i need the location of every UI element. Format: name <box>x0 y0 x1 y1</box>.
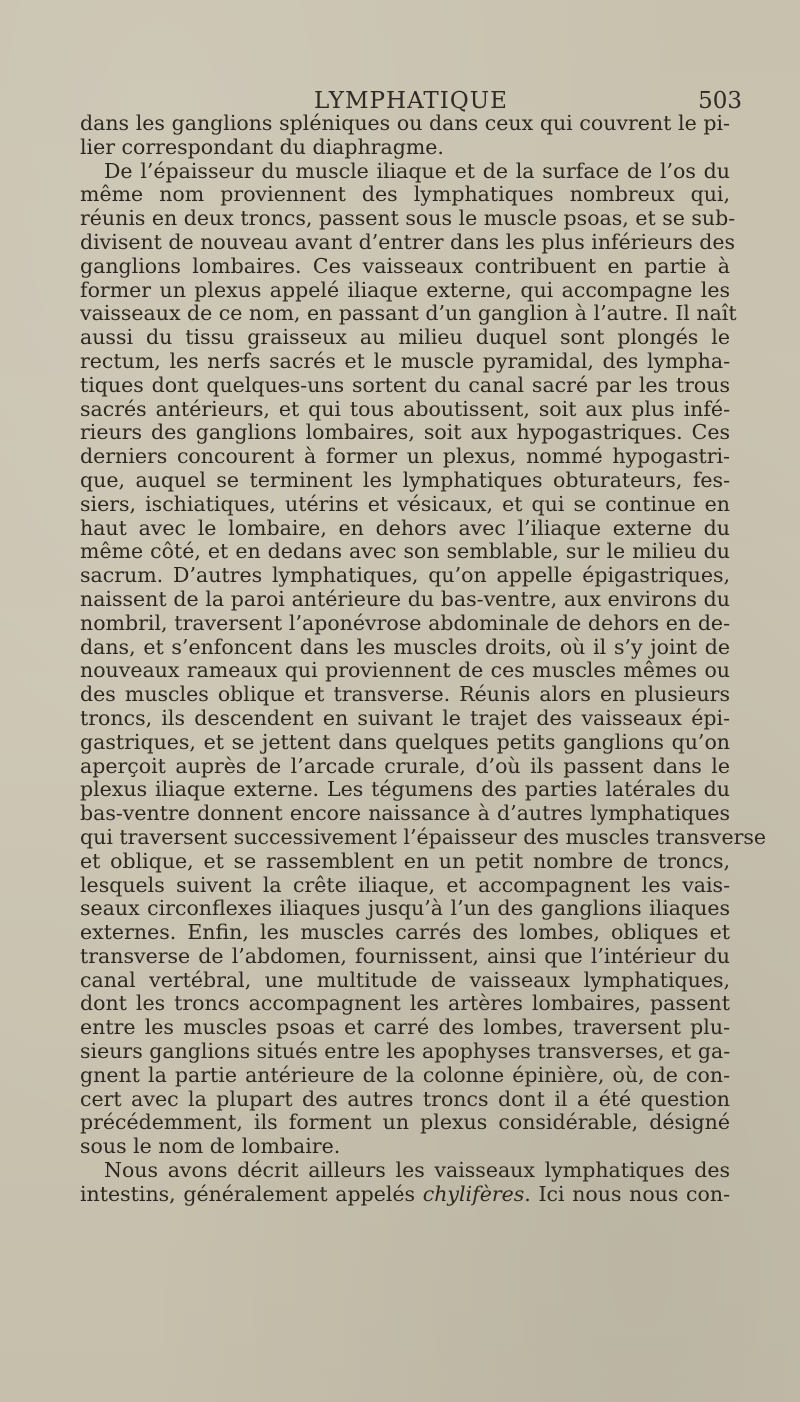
text-line: tiques dont quelques-uns sortent du canal sacré par les trous <box>80 372 730 397</box>
text-line: des muscles oblique et transverse. Réunis alors en plusieurs <box>80 682 730 707</box>
text-line: naissent de la paroi antérieure du bas-ventre, aux environs du <box>80 586 730 611</box>
text-line: nouveaux rameaux qui proviennent de ces muscles mêmes ou <box>80 658 730 683</box>
running-title: LYMPHATIQUE <box>314 88 508 114</box>
text-line: précédemment, ils forment un plexus considérable, désigné <box>80 1110 730 1135</box>
text-line: sacrés antérieurs, et qui tous aboutissent, soit aux plus infé- <box>80 396 730 421</box>
text-run: intestins, généralement appelés <box>80 1181 423 1206</box>
text-line: dont les troncs accompagnent les artères lombaires, passent <box>80 991 730 1016</box>
text-line: haut avec le lombaire, en dehors avec l’iliaque externe du <box>80 515 730 540</box>
body-text <box>80 111 767 1207</box>
text-line: que, auquel se terminent les lymphatiques obturateurs, fes- <box>80 467 730 492</box>
text-line: sous le nom de lombaire. <box>80 1134 341 1159</box>
text-line: plexus iliaque externe. Les tégumens des parties latérales du <box>80 777 730 802</box>
text-line: transverse de l’abdomen, fournissent, ainsi que l’intérieur du <box>80 943 730 968</box>
text-line: divisent de nouveau avant d’entrer dans les plus inférieurs des <box>80 229 736 254</box>
text-line: canal vertébral, une multitude de vaisseaux lymphatiques, <box>80 967 730 992</box>
text-run: . Ici nous nous con- <box>524 1181 730 1206</box>
text-line: qui traversent successivement l’épaisseur des muscles transverse <box>80 824 767 849</box>
text-line: rectum, les nerfs sacrés et le muscle pyramidal, des lympha- <box>80 348 730 373</box>
paragraph-start-line: Nous avons décrit ailleurs les vaisseaux lymphatiques des <box>104 1158 730 1183</box>
text-line: aussi du tissu graisseux au milieu duquel sont plongés le <box>80 325 730 350</box>
text-line: troncs, ils descendent en suivant le trajet des vaisseaux épi- <box>80 705 730 730</box>
text-line: vaisseaux de ce nom, en passant d’un ganglion à l’autre. Il naît <box>80 301 737 326</box>
text-line: même nom proviennent des lymphatiques nombreux qui, <box>80 182 730 207</box>
text-line: dans les ganglions spléniques ou dans ceux qui couvrent le pi- <box>80 111 730 135</box>
text-line: bas-ventre donnent encore naissance à d’autres lymphatiques <box>80 801 730 826</box>
text-line: derniers concourent à former un plexus, nommé hypogastri- <box>80 444 730 469</box>
text-line: rieurs des ganglions lombaires, soit aux hypogastriques. Ces <box>80 420 730 445</box>
text-line: lier correspondant du diaphragme. <box>80 134 444 159</box>
text-line: siers, ischiatiques, utérins et vésicaux, et qui se continue en <box>80 491 730 516</box>
page-number: 503 <box>698 88 742 114</box>
text-line: cert avec la plupart des autres troncs dont il a été question <box>80 1086 730 1111</box>
text-line: nombril, traversent l’aponévrose abdominale de dehors en de- <box>80 610 730 635</box>
text-line: même côté, et en dedans avec son semblable, sur le milieu du <box>80 539 730 564</box>
text-line: lesquels suivent la crête iliaque, et accompagnent les vais- <box>80 872 730 897</box>
text-line: gnent la partie antérieure de la colonne épinière, où, de con- <box>80 1062 730 1087</box>
text-line: former un plexus appelé iliaque externe, qui accompagne les <box>80 277 730 302</box>
paragraph-start-line: De l’épaisseur du muscle iliaque et de la surface de l’os du <box>104 158 730 183</box>
text-line: et oblique, et se rassemblent en un petit nombre de troncs, <box>80 848 730 873</box>
text-line: sacrum. D’autres lymphatiques, qu’on appelle épigastriques, <box>80 563 730 588</box>
italic-term: chylifères <box>422 1181 525 1206</box>
text-line: gastriques, et se jettent dans quelques petits ganglions qu’on <box>80 729 730 754</box>
text-line: dans, et s’enfoncent dans les muscles droits, où il s’y joint de <box>80 634 730 659</box>
text-line: aperçoit auprès de l’arcade crurale, d’où ils passent dans le <box>80 753 730 778</box>
text-line: ganglions lombaires. Ces vaisseaux contribuent en partie à <box>80 253 730 278</box>
text-line: sieurs ganglions situés entre les apophyses transverses, et ga- <box>80 1039 731 1064</box>
text-line <box>80 1183 730 1207</box>
text-line: externes. Enfin, les muscles carrés des lombes, obliques et <box>80 920 730 945</box>
text-line: réunis en deux troncs, passent sous le muscle psoas, et se sub- <box>80 206 736 231</box>
text-line: seaux circonflexes iliaques jusqu’à l’un des ganglions iliaques <box>80 896 730 921</box>
text-line: entre les muscles psoas et carré des lombes, traversent plu- <box>80 1015 730 1040</box>
